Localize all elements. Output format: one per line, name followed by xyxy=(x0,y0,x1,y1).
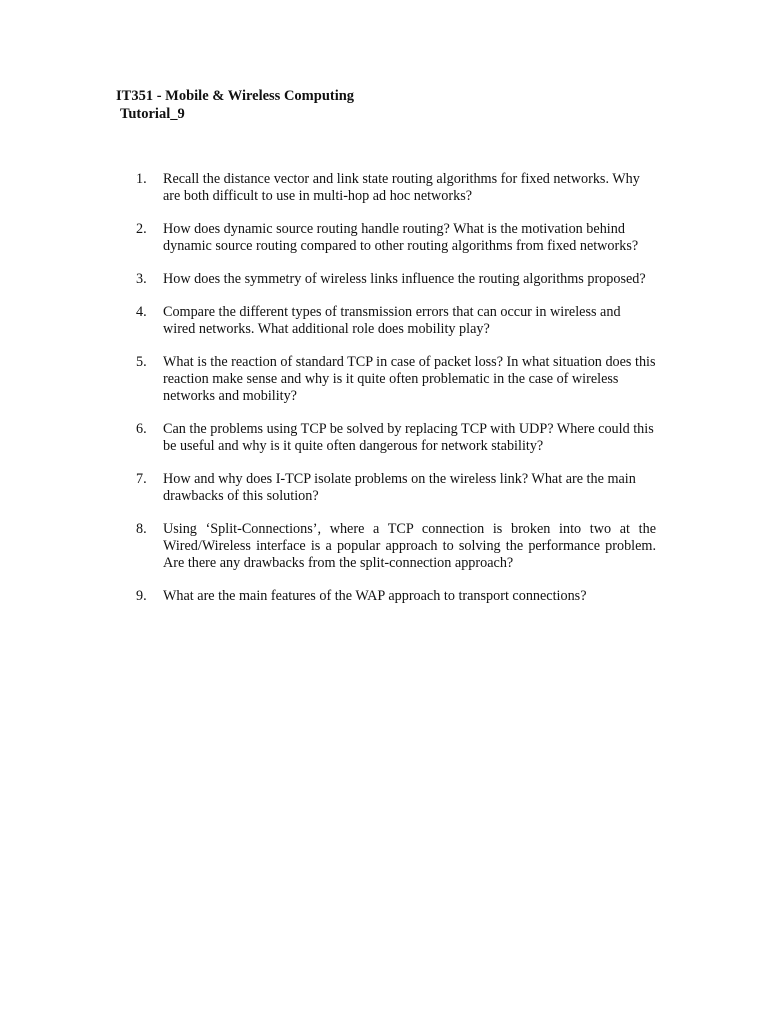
question-list xyxy=(136,171,656,621)
question-item xyxy=(136,588,656,605)
question-text: Recall the distance vector and link state routing algorithms for fixed networks. Why are both difficult to use in multi-hop ad hoc networks? xyxy=(163,171,640,204)
question-text: What are the main features of the WAP approach to transport connections? xyxy=(163,588,587,604)
question-item xyxy=(136,421,656,455)
question-item xyxy=(136,221,656,255)
tutorial-subtitle: Tutorial_9 xyxy=(120,106,185,122)
question-number: 7. xyxy=(136,471,147,487)
course-title: IT351 - Mobile & Wireless Computing xyxy=(116,88,355,104)
question-number: 5. xyxy=(136,354,147,370)
question-number: 3. xyxy=(136,271,147,287)
question-item xyxy=(136,304,656,338)
question-number: 9. xyxy=(136,588,147,604)
question-text: How does the symmetry of wireless links influence the routing algorithms proposed? xyxy=(163,271,646,287)
question-item xyxy=(136,271,656,288)
question-text: Using ‘Split-Connections’, where a TCP connection is broken into two at the Wired/Wireless interface is a popular approach to solving the performance problem. Are there any drawbacks from the split-connection approach? xyxy=(163,521,656,571)
question-text: What is the reaction of standard TCP in case of packet loss? In what situation does this reaction make sense and why is it quite often problematic in the case of wireless networks and mobility? xyxy=(163,354,656,404)
question-number: 4. xyxy=(136,304,147,320)
question-item xyxy=(136,171,656,205)
question-text: Compare the different types of transmission errors that can occur in wireless and wired networks. What additional role does mobility play? xyxy=(163,304,621,337)
question-text: How and why does I-TCP isolate problems on the wireless link? What are the main drawbacks of this solution? xyxy=(163,471,636,504)
document-header xyxy=(116,87,354,123)
question-number: 8. xyxy=(136,521,147,537)
question-item xyxy=(136,521,656,572)
question-number: 1. xyxy=(136,171,147,187)
question-number: 2. xyxy=(136,221,147,237)
question-item xyxy=(136,471,656,505)
question-item xyxy=(136,354,656,405)
question-text: Can the problems using TCP be solved by replacing TCP with UDP? Where could this be useful and why is it quite often dangerous for network stability? xyxy=(163,421,654,454)
question-text: How does dynamic source routing handle routing? What is the motivation behind dynamic source routing compared to other routing algorithms from fixed networks? xyxy=(163,221,639,254)
question-number: 6. xyxy=(136,421,147,437)
